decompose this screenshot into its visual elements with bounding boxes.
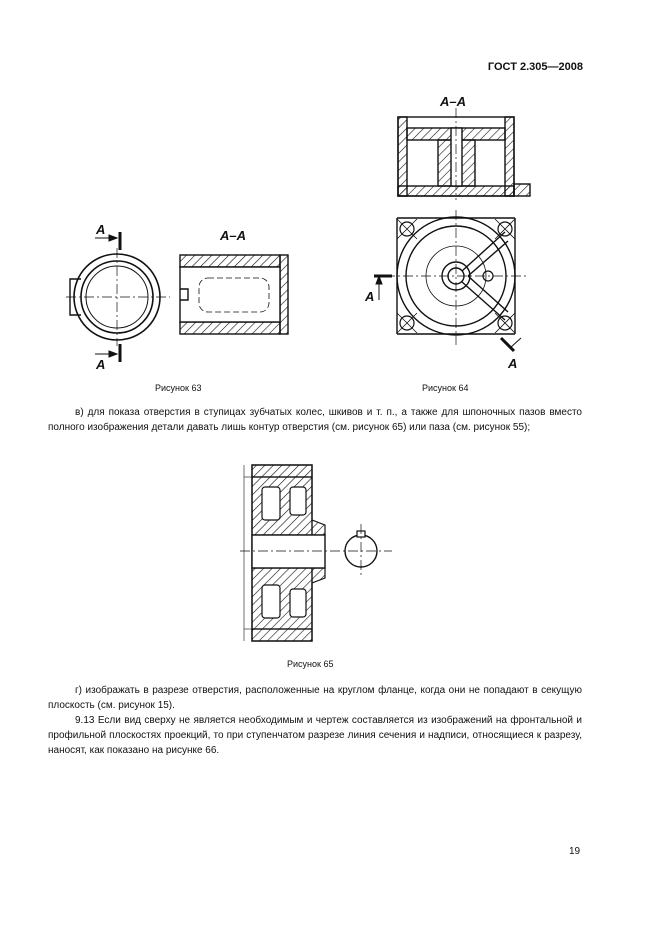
fig63-section-label: А–А (220, 228, 247, 243)
paragraph-d: г) изображать в разрезе отверстия, расположенные на круглом фланце, когда они не попадают в секущую плоскость (см. рисунок 15). (48, 685, 582, 711)
paragraph-9-13: 9.13 Если вид сверху не является необходимым и чертеж составляется из изображений на фронтальной и профильной плоскостях проекций, то при ступенчатом разрезе линия сечения и надписи, относящиеся к разрезу, наносят, как показано на рисунке 66. (48, 715, 582, 756)
fig63-arrow-label-top: А (96, 222, 106, 237)
fig63-arrow-label-bottom: А (96, 357, 106, 372)
fig64-arrow-label-left: А (365, 289, 375, 304)
page-number: 19 (569, 846, 581, 857)
fig64-caption: Рисунок 64 (422, 383, 469, 393)
figure-65 (240, 465, 392, 641)
fig63-front-view (66, 248, 170, 346)
fig63-section-view (180, 255, 288, 334)
fig64-arrow-label-right: А (508, 356, 518, 371)
figure-63 (66, 222, 288, 372)
figure-64 (364, 94, 530, 371)
paragraph-c: в) для показа отверстия в ступицах зубчатых колес, шкивов и т. п., а также для шпоночных пазов вместо полного изображения детали давать лишь контур отверстия (см. рисунок 65) или паза (см. рисунок 55); (48, 407, 582, 433)
fig64-section-view (398, 108, 530, 200)
fig63-caption: Рисунок 63 (155, 383, 202, 393)
fig64-plan-view (385, 210, 528, 345)
fig64-section-label: А–А (440, 94, 467, 109)
fig65-caption: Рисунок 65 (287, 659, 334, 669)
document-header: ГОСТ 2.305—2008 (487, 61, 583, 73)
